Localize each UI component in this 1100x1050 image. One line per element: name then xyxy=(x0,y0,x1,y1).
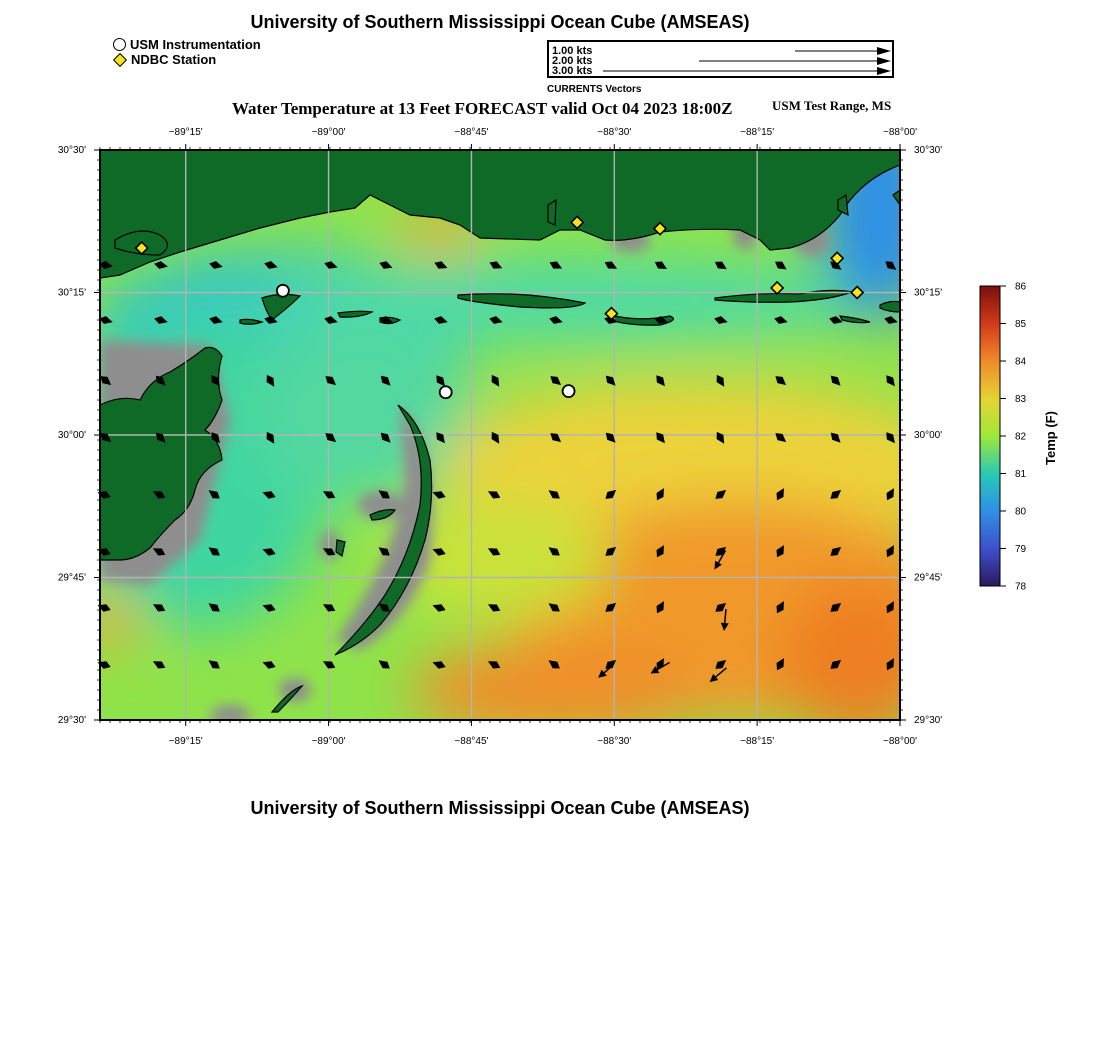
lon-label-bottom: −88°45' xyxy=(454,736,489,747)
colorbar-tick-label: 84 xyxy=(1015,356,1027,368)
usm-station-marker xyxy=(277,285,289,297)
lat-label-left: 30°00' xyxy=(57,430,86,441)
lon-label-bottom: −89°00' xyxy=(311,736,346,747)
lon-label-bottom: −88°30' xyxy=(597,736,632,747)
colorbar-tick-label: 82 xyxy=(1015,431,1027,443)
colorbar xyxy=(980,286,1000,586)
usm-station-marker xyxy=(440,386,452,398)
colorbar-tick-label: 83 xyxy=(1015,394,1027,405)
colorbar-ticks xyxy=(1000,282,1027,593)
footer-title: University of Southern Mississippi Ocean Cube (AMSEAS) xyxy=(250,798,750,818)
vector-key-label-2: 2.00 kts xyxy=(552,55,593,67)
colorbar-tick-label: 86 xyxy=(1015,281,1027,293)
lat-label-right: 29°45' xyxy=(914,572,943,584)
colorbar-title: Temp (F) xyxy=(1043,411,1058,465)
lon-label-bottom: −88°00' xyxy=(883,736,917,747)
lon-label-top: −88°30' xyxy=(597,127,632,138)
lat-label-left: 29°30' xyxy=(57,715,86,726)
lon-label-top: −88°15' xyxy=(740,127,775,138)
temperature-field xyxy=(70,100,970,740)
range-label: USM Test Range, MS xyxy=(772,98,892,113)
lat-label-left: 30°15' xyxy=(57,287,86,299)
lon-label-top: −88°45' xyxy=(454,127,489,138)
currents-vectors-caption: CURRENTS Vectors xyxy=(547,84,642,95)
usm-station-marker xyxy=(563,385,575,397)
lon-label-top: −89°15' xyxy=(168,127,203,138)
colorbar-tick-label: 79 xyxy=(1015,544,1027,555)
lat-label-left: 29°45' xyxy=(57,572,86,584)
colorbar-tick-label: 85 xyxy=(1015,319,1027,330)
legend-usm-label: USM Instrumentation xyxy=(130,37,261,52)
lat-label-left: 30°30' xyxy=(57,145,86,156)
lat-label-right: 30°15' xyxy=(914,287,943,299)
colorbar-tick-label: 81 xyxy=(1015,469,1027,480)
lon-label-top: −88°00' xyxy=(883,127,917,138)
lon-label-top: −89°00' xyxy=(311,127,346,138)
colorbar-tick-label: 78 xyxy=(1015,581,1027,593)
lat-label-right: 29°30' xyxy=(914,715,943,726)
legend-ndbc-label: NDBC Station xyxy=(131,52,217,67)
lat-label-right: 30°30' xyxy=(914,145,943,156)
map-title: University of Southern Mississippi Ocean Cube (AMSEAS) xyxy=(250,12,750,32)
lat-label-right: 30°00' xyxy=(914,430,943,441)
map-subtitle: Water Temperature at 13 Feet FORECAST valid Oct 04 2023 18:00Z xyxy=(232,99,733,118)
colorbar-tick-label: 80 xyxy=(1015,506,1027,518)
vector-key-label-1: 1.00 kts xyxy=(552,45,593,57)
lon-label-bottom: −89°15' xyxy=(168,736,203,747)
lon-label-bottom: −88°15' xyxy=(740,736,775,747)
vector-key-label-3: 3.00 kts xyxy=(552,65,593,77)
